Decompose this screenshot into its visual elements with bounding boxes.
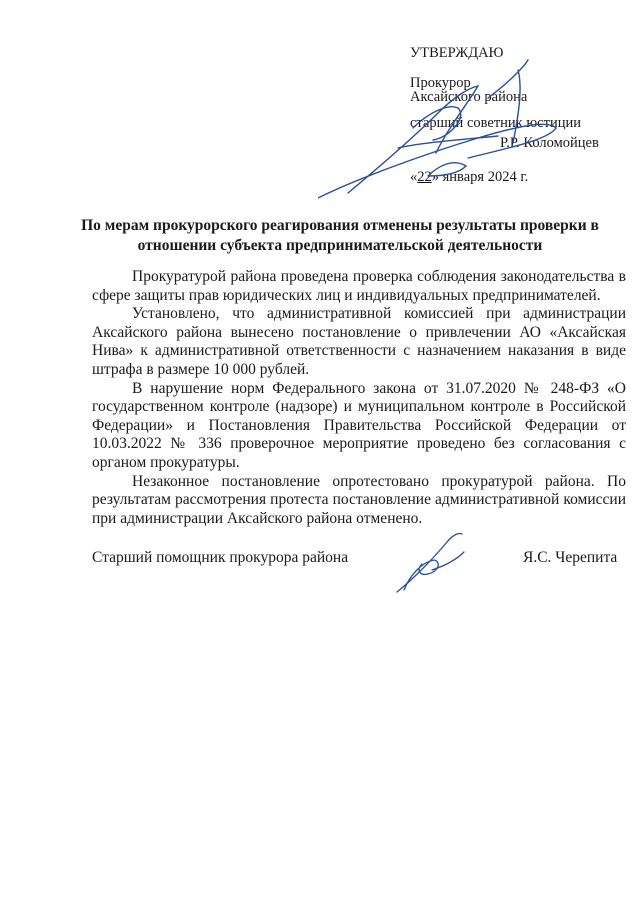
signatory-name: Я.С. Черепита: [523, 549, 618, 566]
signatory-title: Старший помощник прокурора района: [92, 549, 349, 566]
document-title: По мерам прокурорского реагирования отменены результаты проверки в отношении субъекта предпринимательской деятельности: [81, 217, 599, 254]
paragraph-3: В нарушение норм Федерального закона от 31.07.2020 № 248-ФЗ «О государственном контроле (надзоре) и муниципальном контроле в Российской Федерации» и Постановления Правительства Российской Федерации от 10.03.2022 № 336 проверочное мероприятие проведено без согласования с органом прокуратуры.: [92, 379, 626, 471]
approval-name: Р.Р. Коломойцев: [500, 135, 599, 151]
paragraph-4: Незаконное постановление опротестовано прокуратурой района. По результатам рассмотрения протеста постановление административной комиссии при администрации Аксайского района отменено.: [92, 472, 626, 527]
paragraph-1: Прокуратурой района проведена проверка соблюдения законодательства в сфере защиты прав юридических лиц и индивидуальных предпринимателей.: [92, 268, 626, 304]
approval-date-suffix: » января 2024 г.: [431, 169, 529, 185]
paragraph-2: Установлено, что административной комиссией при администрации Аксайского района вынесено постановление о привлечении АО «Аксайская Нива» к административной ответственности с назначением наказания в виде штрафа в размере 10 000 рублей.: [92, 305, 626, 378]
approval-position-line2: Аксайского района: [410, 89, 528, 105]
approval-position-line1: Прокурор: [410, 75, 471, 91]
approval-date-prefix: «: [410, 169, 418, 185]
approval-date-day: 22: [417, 169, 432, 185]
document-body: [92, 268, 626, 528]
approval-date: [410, 168, 528, 186]
approval-heading: УТВЕРЖДАЮ: [410, 45, 504, 61]
approval-rank: старший советник юстиции: [410, 115, 581, 131]
assistant-signature: [392, 530, 472, 600]
